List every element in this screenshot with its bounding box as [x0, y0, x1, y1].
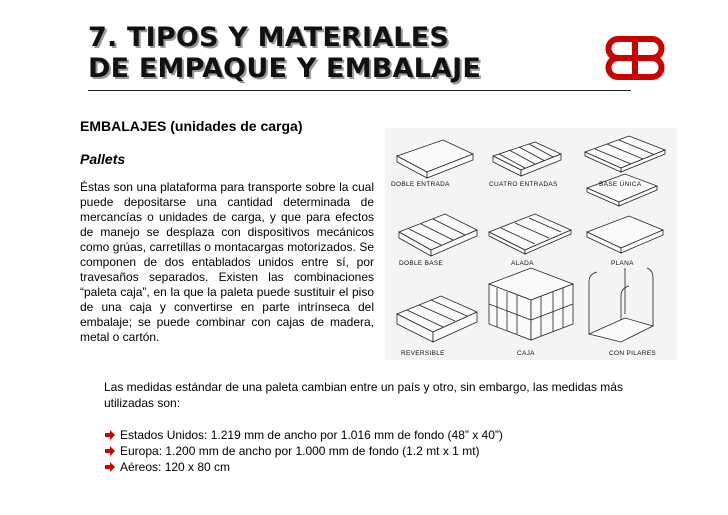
company-logo [596, 33, 674, 83]
section-heading: EMBALAJES (unidades de carga) [80, 118, 303, 134]
title-line-1: 7. TIPOS Y MATERIALES [88, 22, 450, 53]
list-item [104, 427, 664, 443]
pallet-types-illustration [385, 128, 677, 360]
label-flat: PLANA [611, 260, 634, 267]
pallets-subheading: Pallets [80, 151, 126, 167]
label-winged: ALADA [511, 260, 534, 267]
pallets-description: Éstas son una plataforma para transporte sobre la cual puede depositarse una cantidad determinada de mercancías o unidades de carga, y que para efectos de manejo se desplaza con dispositivos mecánicos como grúas, carretillas o montacargas motorizados. Se componen de dos entablados unidos entre sí, por travesaños separados. Existen las combinaciones “paleta caja”, en la que la paleta puede sustituir el piso de una caja y convertirse en parte intrínseca del embalaje; se puede combinar con cajas de madera, metal o cartón. [80, 180, 374, 344]
pallet-box-drawing [489, 268, 573, 340]
measure-air: Aéreos: 120 x 80 cm [120, 460, 231, 474]
slide-title [88, 22, 481, 84]
red-arrow-icon [104, 446, 116, 456]
list-item [104, 443, 664, 459]
measure-europe: Europa: 1.200 mm de ancho por 1.000 mm de fondo (1.2 mt x 1 mt) [120, 444, 480, 458]
label-with-pillars: CON PILARES [609, 350, 657, 357]
label-box: CAJA [517, 350, 535, 357]
measures-list [104, 427, 664, 475]
label-single-base: BASE ÚNICA [599, 181, 642, 188]
label-double-base: DOBLE BASE [399, 260, 444, 267]
label-four-entry: CUATRO ENTRADAS [489, 181, 558, 188]
list-item [104, 459, 664, 475]
standard-measures-section [104, 379, 664, 475]
label-reversible: REVERSIBLE [401, 350, 445, 357]
measures-intro: Las medidas estándar de una paleta cambian entre un país y otro, sin embargo, las medidas más utilizadas son: [104, 380, 623, 410]
red-arrow-icon [104, 430, 116, 440]
title-divider [88, 90, 631, 91]
label-double-entry: DOBLE ENTRADA [391, 181, 450, 188]
title-line-2: DE EMPAQUE Y EMBALAJE [88, 53, 482, 84]
measure-usa: Estados Unidos: 1.219 mm de ancho por 1.016 mm de fondo (48” x 40”) [120, 428, 503, 442]
red-arrow-icon [104, 462, 116, 472]
